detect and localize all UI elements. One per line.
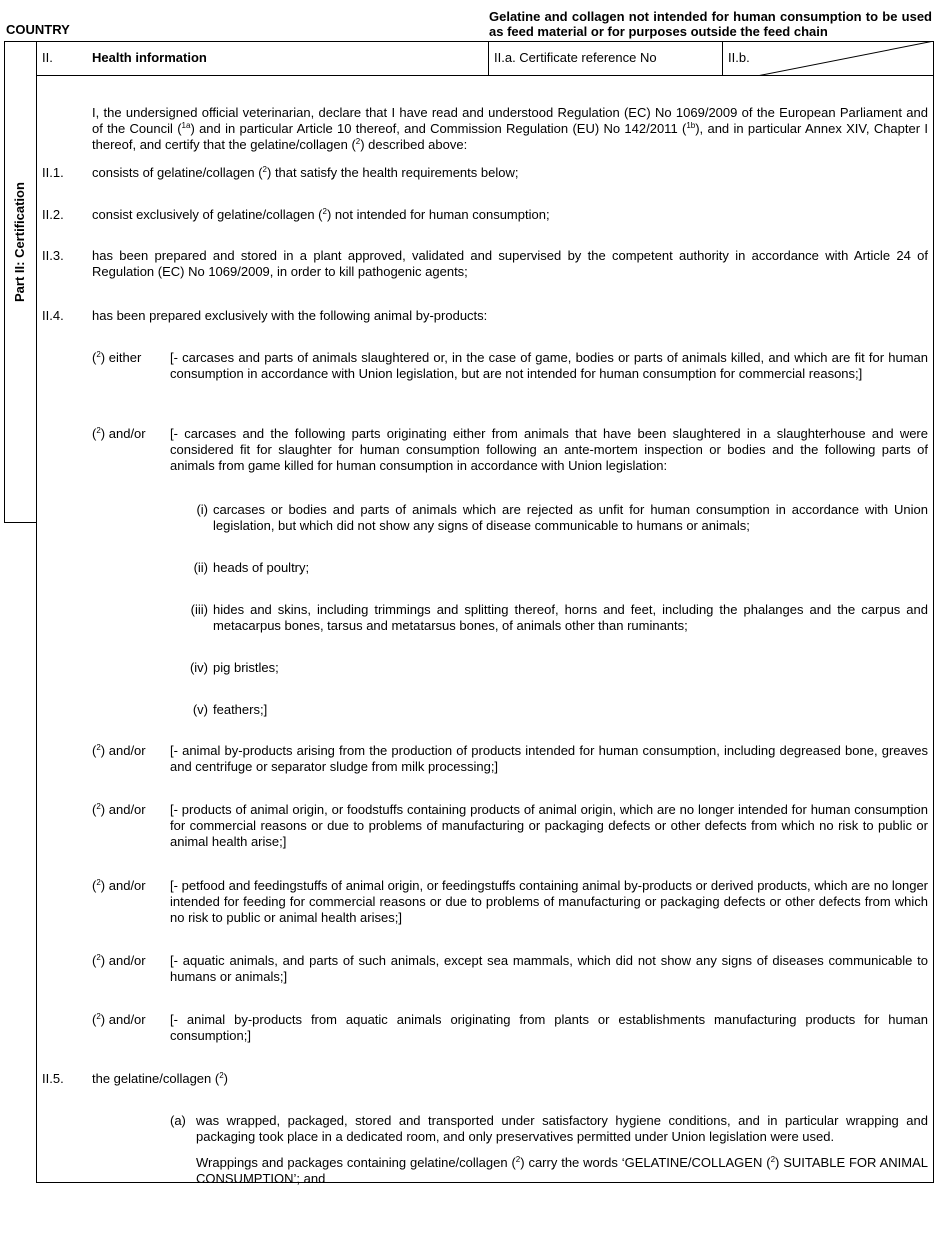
declaration-paragraph: I, the undersigned official veterinarian, declare that I have read and understood Regulation (EC) No 1069/2009 of the European Parliament and of the Council ($^{1a}$) and in particular Article 10 thereof, and Commission Regulation (EU) No 142/2011 ($^{1b}$), and in particular Annex XIV, Chapter I thereof, and certify that the gelatine/collagen ($^2$) described above:	[92, 105, 928, 152]
option-lead: ($^2$) and/or	[92, 743, 146, 758]
sub-item-number: (v)	[192, 702, 208, 717]
option-lead: ($^2$) and/or	[92, 1012, 146, 1027]
sub-item-text: feathers;]	[213, 702, 268, 717]
sub-item-text: carcases or bodies and parts of animals which are rejected as unfit for human consumption in accordance with Union legislation, but which did not show any signs of disease communicable to humans or animals;	[213, 502, 928, 533]
item-text: the gelatine/collagen ($^2$)	[92, 1071, 228, 1086]
iib-diagonal	[757, 41, 934, 76]
part-ii-certification-label: Part II: Certification	[12, 182, 27, 302]
sub-item-number: (a)	[170, 1113, 186, 1128]
option-lead: ($^2$) and/or	[92, 802, 146, 817]
item-number: II.3.	[42, 248, 64, 263]
item-number: II.2.	[42, 207, 64, 222]
section-number: II.	[42, 50, 53, 65]
sub-item-text: heads of poultry;	[213, 560, 310, 575]
option-text: [- animal by-products arising from the production of products intended for human consumption, including degreased bone, greaves and centrifuge or separator sludge from milk processing;]	[170, 743, 928, 774]
item-text: has been prepared and stored in a plant approved, validated and supervised by the competent authority in accordance with Article 24 of Regulation (EC) No 1069/2009, in order to kill pathogenic agents;	[92, 248, 928, 279]
option-lead: ($^2$) either	[92, 350, 142, 365]
sub-item-number: (ii)	[193, 560, 208, 575]
item-text: consists of gelatine/collagen ($^2$) that satisfy the health requirements below;	[92, 165, 519, 180]
item-text: consist exclusively of gelatine/collagen ($^2$) not intended for human consumption;	[92, 207, 550, 222]
iib-cell-divider	[722, 41, 723, 76]
health-information-heading: Health information	[92, 50, 207, 65]
option-lead: ($^2$) and/or	[92, 878, 146, 893]
wrappings-paragraph: Wrappings and packages containing gelatine/collagen ($^2$) carry the words ‘GELATINE/COLLAGEN ($^2$) SUITABLE FOR ANIMAL CONSUMPTION’; and	[196, 1155, 928, 1186]
option-text: [- petfood and feedingstuffs of animal origin, or feedingstuffs containing animal by-products or derived products, which are no longer intended for feeding for commercial reasons or due to problems of manufacturing or packaging defects or other defects from which no risk to public or animal health arises;]	[170, 878, 928, 925]
certificate-reference-field[interactable]: II.a. Certificate reference No	[494, 50, 657, 65]
iib-field[interactable]: II.b.	[728, 50, 750, 65]
sub-item-text: hides and skins, including trimmings and splitting thereof, horns and feet, including the phalanges and the carpus and metacarpus bones, tarsus and metatarsus bones, of animals other than ruminants;	[213, 602, 928, 633]
sub-item-number: (i)	[196, 502, 208, 517]
sub-item-text: was wrapped, packaged, stored and transported under satisfactory hygiene conditions, and in particular wrapping and packaging took place in a dedicated room, and only preservatives permitted under Union legislation were used.	[196, 1113, 928, 1144]
item-number: II.5.	[42, 1071, 64, 1086]
sub-item-number: (iii)	[190, 602, 208, 617]
country-label: COUNTRY	[6, 22, 70, 37]
option-text: [- carcases and parts of animals slaughtered or, in the case of game, bodies or parts of animals killed, and which are fit for human consumption in accordance with Union legislation, but are not intended for human consumption for commercial reasons;]	[170, 350, 928, 381]
option-text: [- carcases and the following parts originating either from animals that have been slaughtered in a slaughterhouse and were considered fit for slaughter for human consumption following an ante-mortem inspection or bodies and the following parts of animals from game killed for human consumption in accordance with Union legislation:	[170, 426, 928, 473]
left-rule	[36, 41, 37, 1183]
option-text: [- aquatic animals, and parts of such animals, except sea mammals, which did not show any signs of diseases communicable to humans or animals;]	[170, 953, 928, 984]
item-number: II.1.	[42, 165, 64, 180]
option-lead: ($^2$) and/or	[92, 426, 146, 441]
sub-item-text: pig bristles;	[213, 660, 279, 675]
certificate-title: Gelatine and collagen not intended for human consumption to be used as feed material or for purposes outside the feed chain	[489, 9, 932, 39]
sub-item-number: (iv)	[189, 660, 208, 675]
right-rule	[933, 41, 934, 1183]
option-text: [- animal by-products from aquatic animals originating from plants or establishments manufacturing products for human consumption;]	[170, 1012, 928, 1043]
item-text: has been prepared exclusively with the following animal by-products:	[92, 308, 488, 323]
item-number: II.4.	[42, 308, 64, 323]
option-lead: ($^2$) and/or	[92, 953, 146, 968]
option-text: [- products of animal origin, or foodstuffs containing products of animal origin, which are no longer intended for human consumption for commercial reasons or due to problems of manufacturing or packaging defects or other defects from which no risk to public or animal health arise;]	[170, 802, 928, 849]
ref-cell-divider	[488, 41, 489, 76]
